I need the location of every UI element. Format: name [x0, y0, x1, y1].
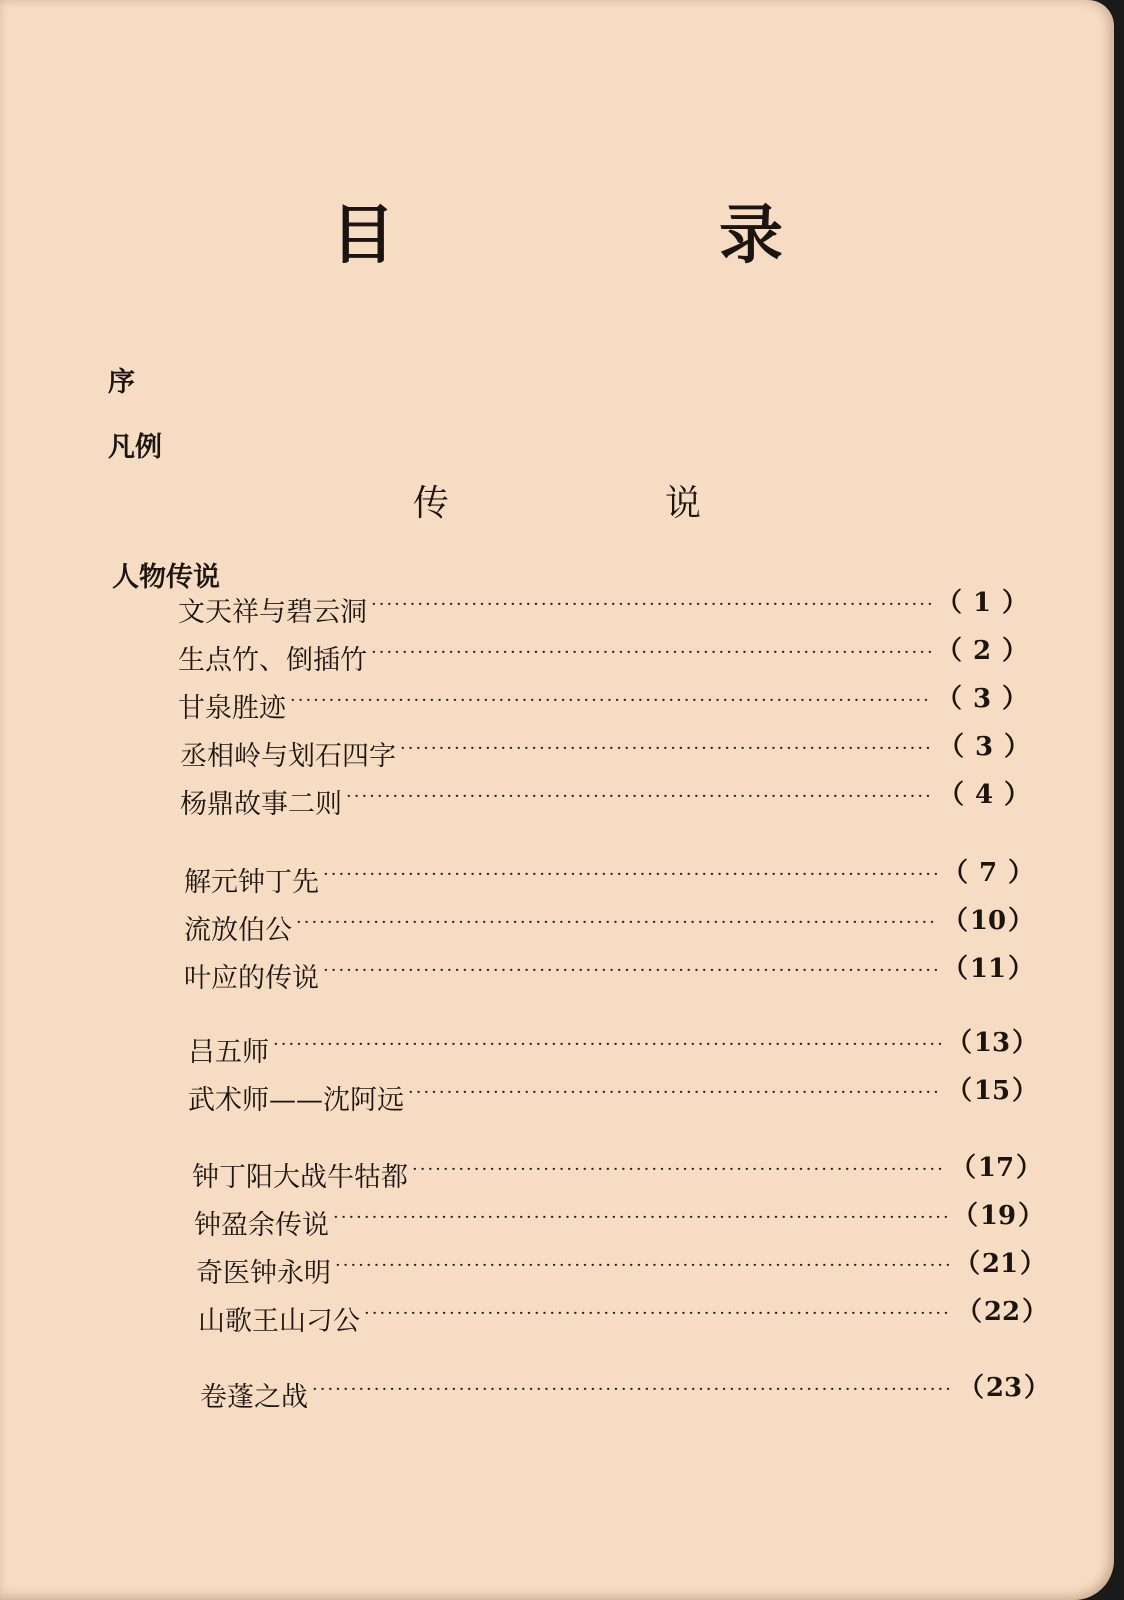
toc-entry: [200, 1375, 1050, 1415]
page-number: 2: [972, 636, 992, 666]
page-number: 19: [979, 1201, 1017, 1231]
dot-leader: [296, 906, 938, 940]
toc-entry: [184, 908, 1034, 948]
page-number: 13: [973, 1028, 1011, 1058]
toc-entry-page: （ 3 ）: [937, 732, 1030, 762]
toc-entry-page: （ 1 ）: [935, 588, 1028, 618]
page-number: 21: [981, 1249, 1019, 1279]
page-number: 7: [978, 858, 998, 888]
toc-entry-page: （15）: [945, 1076, 1038, 1106]
page-number: 11: [969, 954, 1007, 984]
section-heading: 传 说: [412, 483, 791, 524]
dot-leader: [333, 1201, 948, 1235]
toc-entry-title: 钟丁阳大战牛牯都: [192, 1162, 408, 1193]
toc-entry-page: （19）: [951, 1201, 1044, 1231]
dot-leader: [273, 1028, 942, 1062]
dot-leader: [323, 954, 938, 988]
toc-entry: [194, 1203, 1044, 1243]
toc-entry-page: （13）: [945, 1028, 1038, 1058]
toc-entry: [188, 1030, 1038, 1070]
toc-entry-title: 武术师——沈阿远: [188, 1085, 404, 1116]
page-number: 15: [973, 1076, 1011, 1106]
toc-entry-page: （ 4 ）: [937, 780, 1030, 810]
dot-leader: [335, 1249, 950, 1283]
dot-leader: [371, 588, 932, 622]
toc-entry: [192, 1155, 1042, 1195]
dot-leader: [408, 1076, 942, 1110]
toc-entry: [188, 1078, 1038, 1118]
page-number: 10: [969, 906, 1007, 936]
toc-entry: [196, 1251, 1046, 1291]
dot-leader: [312, 1373, 954, 1407]
toc-preface: 序: [108, 367, 135, 398]
page-number: 1: [972, 588, 992, 618]
dot-leader: [364, 1297, 952, 1331]
page-title: 目 录: [331, 198, 913, 273]
page-number: 3: [974, 732, 994, 762]
toc-entry-page: （10）: [941, 906, 1034, 936]
toc-entry-page: （ 3 ）: [935, 684, 1028, 714]
page-number: 4: [974, 780, 994, 810]
page-number: 17: [977, 1153, 1015, 1183]
dot-leader: [346, 780, 934, 814]
page-number: 22: [983, 1297, 1021, 1327]
toc-entry-title: 钟盈余传说: [194, 1210, 329, 1241]
page-number: 23: [985, 1373, 1023, 1403]
toc-entry-title: 吕五师: [188, 1037, 269, 1068]
toc-entry-title: 卷蓬之战: [200, 1382, 308, 1413]
toc-entry: [184, 860, 1034, 900]
dot-leader: [412, 1153, 946, 1187]
toc-guide: 凡例: [108, 432, 162, 463]
toc-entry: [178, 638, 1028, 678]
toc-entry-title: 杨鼎故事二则: [180, 789, 342, 820]
subsection-heading: 人物传说: [112, 562, 220, 593]
toc-entry-title: 生点竹、倒插竹: [178, 645, 367, 676]
toc-entry-title: 山歌王山刁公: [198, 1306, 360, 1337]
toc-entry-page: （ 2 ）: [935, 636, 1028, 666]
toc-entry-title: 解元钟丁先: [184, 867, 319, 898]
toc-entry-page: （23）: [957, 1373, 1050, 1403]
toc-entry: [180, 734, 1030, 774]
toc-entry-title: 甘泉胜迹: [178, 693, 286, 724]
toc-entry: [178, 590, 1028, 630]
toc-entry-page: （22）: [955, 1297, 1048, 1327]
toc-entry-title: 丞相岭与划石四字: [180, 741, 396, 772]
toc-entry-page: （ 7 ）: [941, 858, 1034, 888]
toc-entry-page: （21）: [953, 1249, 1046, 1279]
toc-entry-title: 文天祥与碧云洞: [178, 597, 367, 628]
dot-leader: [323, 858, 938, 892]
toc-entry-title: 叶应的传说: [184, 963, 319, 994]
toc-entry-page: （11）: [941, 954, 1034, 984]
toc-entry: [184, 956, 1034, 996]
toc-entry-title: 奇医钟永明: [196, 1258, 331, 1289]
page-number: 3: [972, 684, 992, 714]
toc-entry: [198, 1299, 1048, 1339]
dot-leader: [290, 684, 932, 718]
toc-entry-page: （17）: [949, 1153, 1042, 1183]
toc-entry-title: 流放伯公: [184, 915, 292, 946]
toc-entry: [180, 782, 1030, 822]
dot-leader: [371, 636, 932, 670]
toc-entry: [178, 686, 1028, 726]
dot-leader: [400, 732, 934, 766]
